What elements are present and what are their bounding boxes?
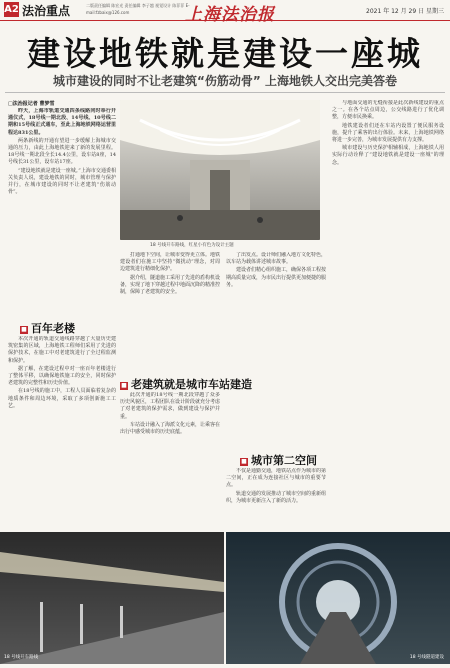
section-heading-3: ■ 城市第二空间	[241, 454, 317, 467]
paragraph: 车站设计融入了海派文化元素，让乘客在出行中感受城市的历史底蕴。	[120, 421, 220, 436]
paragraph: 与地面交通的无缝衔接是此次新线建设的重点之一。在各个站点周边，公交线路进行了优化调整，方便市民换乘。	[332, 100, 444, 121]
paragraph: 在18号线的施工中，工程人员面临着复杂的地质条件和周边环境，采取了多项创新施工工艺。	[8, 388, 116, 409]
section-marker-icon: ■	[121, 381, 127, 389]
paragraph: 建设者们精心组织施工，确保各项工程按期高质量完成，为市民出行提供更加便捷的服务。	[226, 267, 326, 288]
article-column-4	[332, 100, 444, 528]
subheadline: 城市建设的同时不让老建筑“伤筋动骨” 上海地铁人交出完美答卷	[53, 74, 397, 88]
page-header	[0, 0, 450, 25]
bottom-photo	[0, 532, 450, 664]
article-column-3	[226, 252, 326, 448]
paragraph: 轨道交通的发展推动了城市空间的重新组织，为城市更新注入了新的活力。	[226, 490, 326, 504]
editors-info: 二版责任编辑 陈宏光 责任编辑 李子越 视觉设计 陈菲菲 E-mail:fzbaix@126.com	[86, 3, 190, 15]
paragraph: 不仅是通勤交通，地铁站点作为城市的第二空间，正在成为连接社区与城市的重要节点。	[226, 468, 326, 489]
paragraph: 据了解，在建设过程中对一座百年老楼进行了整体平移，以确保地铁施工的安全，同时保护老建筑的完整性和历史价值。	[8, 365, 116, 387]
station-hall-image	[120, 100, 320, 240]
issue-date: 2021 年 12 月 29 日 星期三	[366, 8, 444, 15]
paragraph: 地铁建设者们还在车站内设置了便民服务设施，提升了乘客的出行体验。未来，上海地铁网络将进一步完善，为城市发展提供有力支撑。	[332, 122, 444, 144]
paragraph: 本次开通的轨道交通线路穿越了大量历史建筑密集的区域，上海地铁工程师们采用了先进的保护技术，在施工中对老建筑进行了全过程监测和保护。	[8, 336, 116, 364]
photo-caption: 18 号线开车路线，红星小有色为设计主题	[150, 243, 234, 248]
photo-caption-left: 18 号线开车路线	[4, 655, 39, 660]
paragraph: 城市建设与历史保护相辅相成，上海地铁人用实际行动诠释了“建设地铁就是建设一座城”的理念。	[332, 145, 444, 166]
page-number: A2	[4, 4, 19, 15]
article-column-3b	[226, 468, 326, 528]
divider	[5, 92, 445, 93]
paragraph: 两条新线的开通有望进一步缓解上海城市交通的压力，由此上海地铁迎来了新的发展里程。18号线一期北段全长14.4公里，设车站8座，14号线长31公里，设车站17座。	[8, 137, 116, 166]
section-title: 法治重点	[22, 4, 71, 18]
masthead-logo: 上海法治报	[185, 5, 275, 25]
article-column-2b	[120, 392, 220, 528]
section-heading-2: ■ 老建筑就是城市车站建造	[121, 378, 252, 391]
paragraph: 了出发点。设计师们融入地方文化特色，以车站为载体讲述城市故事。	[226, 252, 326, 266]
paragraph: “建设地铁就是建设一座城。”上海市交通委相关负责人说，建设地铁的同时，城市管理与保护并行，在城市建设的同时不让老建筑“伤筋动骨”。	[8, 167, 116, 196]
photo-caption-right: 18 号线隧道建设	[409, 655, 444, 660]
article-column-2	[120, 252, 220, 372]
station-photo	[120, 100, 320, 240]
headline: 建设地铁就是建设一座城	[27, 34, 423, 73]
article-column-1	[8, 108, 116, 316]
section-heading-1: ■ 百年老楼	[21, 322, 75, 335]
section-marker-icon: ■	[21, 325, 27, 333]
section-marker-icon: ■	[241, 457, 247, 465]
paragraph: 此次开通的18号线一期北段穿越了众多历史风貌区，工程团队在设计阶段就充分考虑了对老建筑的保护需求，做到建设与保护并重。	[120, 392, 220, 420]
intro-paragraph: 昨天，上海市轨道交通四条线路同时举行开通仪式，18号线一期北段、14号线、10号线二期和15号线正式通车，至此上海地铁网络运营里程达831公里。	[8, 108, 116, 136]
byline: □法治报记者 曹梦雪	[8, 101, 55, 107]
article-column-1b	[8, 336, 116, 528]
paragraph: 据介绍，隧道施工采用了先进的盾构机设备，实现了地下穿越过程中地面沉降的精准控制，保障了老建筑的安全。	[120, 274, 220, 296]
tunnel-image	[0, 532, 450, 664]
paragraph: 打通地下空间，让城市变得更立体。地铁建设者们在施工中坚持“微扰动”理念，对周边建筑进行精细化保护。	[120, 252, 220, 273]
